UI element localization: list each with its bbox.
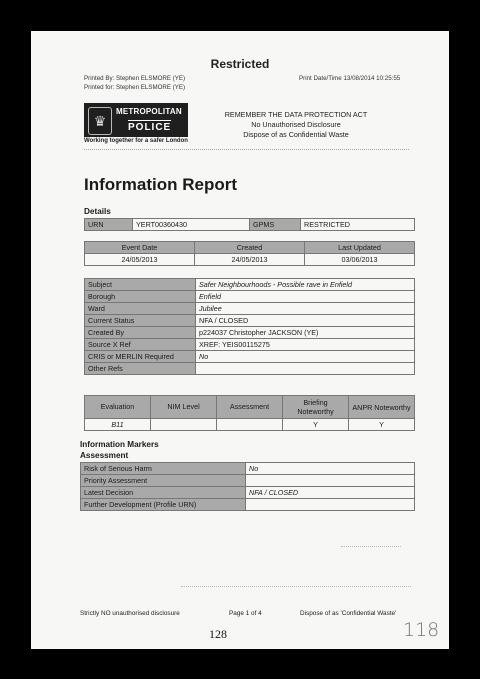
field-value: Safer Neighbourhoods - Possible rave in Enfield bbox=[196, 279, 415, 291]
last-updated-value: 03/06/2013 bbox=[305, 254, 415, 266]
assessment-value bbox=[217, 419, 283, 431]
last-updated-header: Last Updated bbox=[305, 242, 415, 254]
footer-page: Page 1 of 4 bbox=[229, 610, 262, 617]
evaluation-table bbox=[84, 395, 415, 431]
police-crest-icon: ♛ bbox=[88, 107, 112, 135]
marker-row bbox=[81, 499, 415, 511]
dates-table bbox=[84, 241, 415, 266]
dpa-line3: Dispose of as Confidential Waste bbox=[243, 130, 349, 139]
marker-value bbox=[246, 499, 415, 511]
page-number: 128 bbox=[209, 627, 227, 641]
field-row bbox=[85, 279, 415, 291]
field-label: Borough bbox=[85, 291, 196, 303]
field-row bbox=[85, 351, 415, 363]
evaluation-value: B11 bbox=[85, 419, 151, 431]
field-row bbox=[85, 363, 415, 375]
field-value: Jubilee bbox=[196, 303, 415, 315]
dpa-line2: No Unauthorised Disclosure bbox=[251, 120, 341, 129]
marker-row bbox=[81, 463, 415, 475]
field-value: Enfield bbox=[196, 291, 415, 303]
fields-table bbox=[84, 278, 415, 375]
marker-value: No bbox=[246, 463, 415, 475]
field-value: p224037 Christopher JACKSON (YE) bbox=[196, 327, 415, 339]
urn-label: URN bbox=[85, 219, 133, 231]
field-row bbox=[85, 303, 415, 315]
field-row bbox=[85, 327, 415, 339]
logo-line2: POLICE bbox=[128, 122, 172, 133]
marker-label: Priority Assessment bbox=[81, 475, 246, 487]
gpms-value: RESTRICTED bbox=[301, 219, 415, 231]
event-date-header: Event Date bbox=[85, 242, 195, 254]
marker-value bbox=[246, 475, 415, 487]
field-label: Source X Ref bbox=[85, 339, 196, 351]
report-title: Information Report bbox=[84, 175, 237, 194]
evaluation-header: Evaluation bbox=[85, 396, 151, 419]
briefing-noteworthy-value: Y bbox=[283, 419, 349, 431]
document-page bbox=[31, 31, 449, 649]
urn-table bbox=[84, 218, 415, 231]
gpms-label: GPMS bbox=[250, 219, 301, 231]
header-divider bbox=[84, 149, 409, 150]
field-label: CRIS or MERLIN Required bbox=[85, 351, 196, 363]
assessment-header: Assessment bbox=[217, 396, 283, 419]
anpr-noteworthy-header: ANPR Noteworthy bbox=[349, 396, 415, 419]
marker-label: Latest Decision bbox=[81, 487, 246, 499]
handwritten-number: 118 bbox=[403, 619, 440, 641]
field-row bbox=[85, 339, 415, 351]
field-row bbox=[85, 291, 415, 303]
marker-label: Further Development (Profile URN) bbox=[81, 499, 246, 511]
nim-level-header: NIM Level bbox=[151, 396, 217, 419]
met-police-logo bbox=[84, 103, 188, 137]
anpr-noteworthy-value: Y bbox=[349, 419, 415, 431]
created-value: 24/05/2013 bbox=[195, 254, 305, 266]
event-date-value: 24/05/2013 bbox=[85, 254, 195, 266]
assessment-subheading: Assessment bbox=[80, 451, 129, 460]
nim-level-value bbox=[151, 419, 217, 431]
faint-bleedthrough-mark bbox=[341, 546, 401, 551]
marker-label: Risk of Serious Harm bbox=[81, 463, 246, 475]
field-row bbox=[85, 315, 415, 327]
field-value: XREF: YEIS00115275 bbox=[196, 339, 415, 351]
created-header: Created bbox=[195, 242, 305, 254]
footer-right: Dispose of as 'Confidential Waste' bbox=[300, 610, 397, 617]
field-label: Current Status bbox=[85, 315, 196, 327]
faint-bleedthrough-line bbox=[181, 586, 411, 591]
logo-line1: METROPOLITAN bbox=[116, 107, 182, 116]
footer-left: Strictly NO unauthorised disclosure bbox=[80, 610, 180, 617]
markers-table bbox=[80, 462, 415, 511]
logo-tagline: Working together for a safer London bbox=[84, 138, 188, 144]
field-label: Other Refs bbox=[85, 363, 196, 375]
field-value bbox=[196, 363, 415, 375]
details-heading: Details bbox=[84, 207, 111, 216]
print-datetime: Print Date/Time 13/08/2014 10:25:55 bbox=[299, 75, 401, 82]
field-value: No bbox=[196, 351, 415, 363]
field-label: Created By bbox=[85, 327, 196, 339]
field-label: Ward bbox=[85, 303, 196, 315]
marker-value: NFA / CLOSED bbox=[246, 487, 415, 499]
field-value: NFA / CLOSED bbox=[196, 315, 415, 327]
urn-value: YERT00360430 bbox=[133, 219, 250, 231]
printed-for: Printed for: Stephen ELSMORE (YE) bbox=[84, 84, 186, 91]
marker-row bbox=[81, 487, 415, 499]
printed-by: Printed By: Stephen ELSMORE (YE) bbox=[84, 75, 186, 82]
dpa-line1: REMEMBER THE DATA PROTECTION ACT bbox=[224, 110, 368, 119]
marker-row bbox=[81, 475, 415, 487]
briefing-noteworthy-header: Briefing Noteworthy bbox=[283, 396, 349, 419]
field-label: Subject bbox=[85, 279, 196, 291]
classification-heading: Restricted bbox=[210, 57, 270, 71]
information-markers-heading: Information Markers bbox=[80, 440, 159, 449]
